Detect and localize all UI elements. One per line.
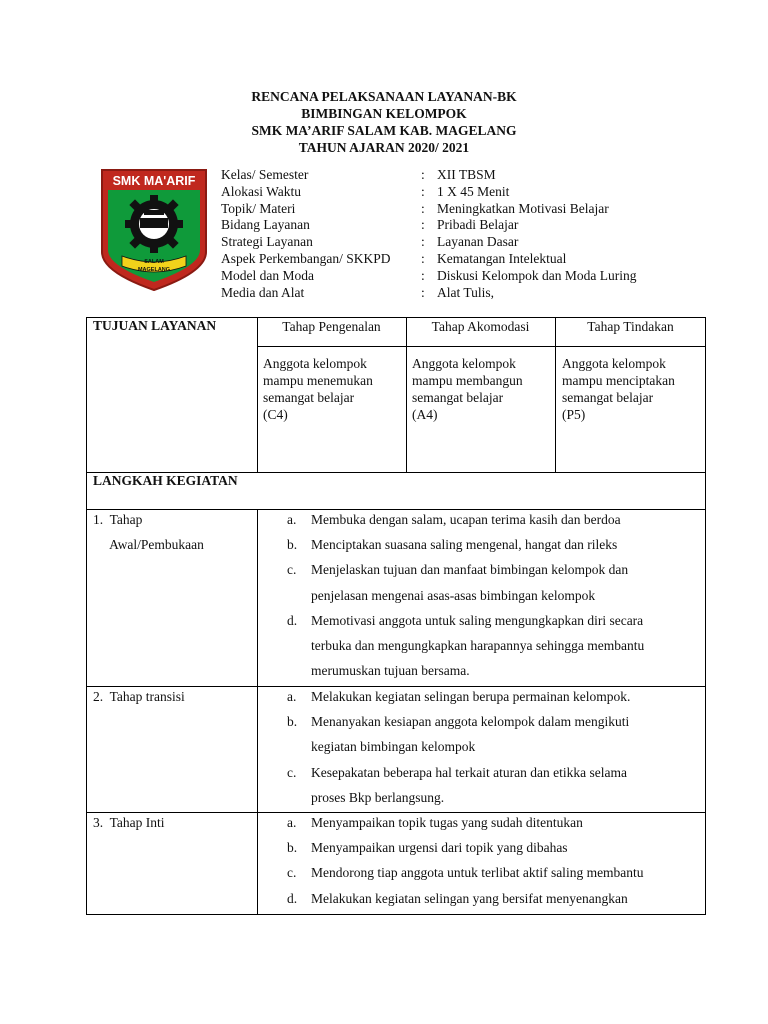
meta-label: Alokasi Waktu [221,183,302,199]
table-divider [257,346,706,347]
tujuan-line: semangat belajar [263,390,355,405]
meta-label: Topik/ Materi [221,200,296,216]
tujuan-title: TUJUAN LAYANAN [93,318,217,333]
logo-ribbon-bottom: MAGELANG [137,267,171,273]
tujuan-cell [562,355,698,423]
langkah-title: LANGKAH KEGIATAN [93,473,238,488]
tujuan-cell [412,355,549,423]
meta-row [221,184,636,201]
meta-colon: : [421,284,425,300]
meta-value: Meningkatkan Motivasi Belajar [437,200,609,216]
meta-value: Pribadi Belajar [437,217,519,233]
meta-value: XII TBSM [437,167,496,182]
step-line: Menciptakan suasana saling mengenal, hangat dan rileks [311,537,618,553]
stage-label-line: 3. Tahap Inti [93,815,165,830]
tujuan-line: semangat belajar [412,390,504,405]
step-line: Mendorong tiap anggota untuk terlibat aktif saling membantu [311,865,644,881]
step-text [311,886,697,911]
meta-value: Layanan Dasar [437,234,519,250]
logo-top-text: SMK MA'ARIF [112,174,196,188]
table-divider [257,509,258,915]
step-line: merumuskan tujuan bersama. [311,663,470,679]
stage-label-line: Awal/Pembukaan [93,537,204,553]
step-line: Kesepakatan beberapa hal terkait aturan dan etikka selama [311,764,627,780]
tujuan-col-header: Tahap Akomodasi [431,319,530,334]
step-letter: d. [287,890,298,906]
stage-steps [287,507,697,683]
tujuan-line: (A4) [412,407,438,422]
step-line: proses Bkp berlangsung. [311,789,445,805]
step-letter: a. [287,689,297,704]
meta-value: Kematangan Intelektual [437,250,567,266]
stage-steps [287,810,697,911]
step-text [311,709,697,759]
meta-colon: : [421,167,425,182]
step-letter: a. [287,512,297,527]
tujuan-col-header: Tahap Tindakan [587,319,674,334]
meta-value: 1 X 45 Menit [437,183,510,199]
table-divider [555,317,556,472]
step-line: penjelasan mengenai asas-asas bimbingan kelompok [311,587,596,603]
step-text [311,557,697,607]
step-item [287,557,697,607]
stage-label-line: 2. Tahap transisi [93,689,185,704]
stage-label [93,810,165,835]
meta-colon: : [421,183,425,199]
step-item [287,760,697,810]
tujuan-line: semangat belajar [562,390,654,405]
step-text [311,532,697,557]
step-text [311,810,697,835]
step-text [311,860,697,885]
meta-row [221,217,636,234]
step-letter: c. [287,764,297,780]
stage-label-line: 1. Tahap [93,512,143,527]
school-logo [100,168,208,292]
step-line: Menjelaskan tujuan dan manfaat bimbingan kelompok dan [311,562,629,578]
step-text [311,608,697,684]
logo-ribbon-top: SALAM [144,259,164,265]
step-letter: a. [287,815,297,830]
step-line: Melakukan kegiatan selingan berupa permainan kelompok. [311,689,631,704]
meta-label: Media dan Alat [221,284,305,300]
step-letter: d. [287,612,298,628]
heading-line-2: BIMBINGAN KELOMPOK [301,106,467,121]
meta-row [221,251,636,268]
step-item [287,810,697,835]
meta-colon: : [421,234,425,250]
heading-line-4: TAHUN AJARAN 2020/ 2021 [298,140,470,155]
step-text [311,760,697,810]
step-line: kegiatan bimbingan kelompok [311,739,476,755]
heading-line-1: RENCANA PELAKSANAAN LAYANAN-BK [251,89,517,104]
meta-colon: : [421,200,425,216]
step-letter: c. [287,865,297,881]
tujuan-line: (P5) [562,407,586,422]
step-item [287,886,697,911]
meta-row [221,268,636,285]
document-heading [0,88,768,156]
table-divider [257,317,258,472]
meta-label: Strategi Layanan [221,234,313,250]
step-line: Memotivasi anggota untuk saling mengungkapkan diri secara [311,612,644,628]
step-line: Melakukan kegiatan selingan yang bersifat menyenangkan [311,890,628,906]
step-line: terbuka dan mengungkapkan harapannya sehingga membantu [311,637,645,653]
tujuan-line: (C4) [263,407,288,422]
meta-colon: : [421,217,425,233]
step-item [287,608,697,684]
meta-colon: : [421,250,425,266]
meta-row [221,285,636,302]
tujuan-line: mampu membangun [412,373,523,388]
step-line: Menyampaikan topik tugas yang sudah ditentukan [311,815,583,830]
tujuan-line: Anggota kelompok [412,356,516,371]
tujuan-col-header: Tahap Pengenalan [282,319,381,334]
step-text [311,507,697,532]
step-item [287,709,697,759]
meta-label: Kelas/ Semester [221,167,309,182]
stage-label [93,684,185,709]
meta-label: Model dan Moda [221,267,314,283]
step-letter: b. [287,840,298,856]
step-text [311,835,697,860]
tujuan-line: Anggota kelompok [562,356,666,371]
step-text [311,684,697,709]
meta-label: Aspek Perkembangan/ SKKPD [221,250,391,266]
step-item [287,507,697,532]
step-item [287,684,697,709]
meta-info [221,167,636,301]
step-item [287,860,697,885]
tujuan-line: Anggota kelompok [263,356,367,371]
heading-line-3: SMK MA’ARIF SALAM KAB. MAGELANG [251,123,517,138]
step-letter: b. [287,537,298,553]
tujuan-cell [263,355,401,423]
meta-colon: : [421,267,425,283]
stage-label [93,507,204,557]
tujuan-line: mampu menciptakan [562,373,675,388]
step-letter: c. [287,562,297,578]
meta-row [221,234,636,251]
meta-label: Bidang Layanan [221,217,310,233]
step-line: Membuka dengan salam, ucapan terima kasih dan berdoa [311,512,621,527]
step-item [287,532,697,557]
step-item [287,835,697,860]
meta-row [221,201,636,218]
step-letter: b. [287,714,298,730]
table-divider [406,317,407,472]
step-line: Menanyakan kesiapan anggota kelompok dalam mengikuti [311,714,630,730]
gear-icon [125,195,183,253]
meta-row [221,167,636,184]
meta-value: Diskusi Kelompok dan Moda Luring [437,267,637,283]
step-line: Menyampaikan urgensi dari topik yang dibahas [311,840,568,856]
meta-value: Alat Tulis, [437,284,495,300]
stage-steps [287,684,697,810]
tujuan-line: mampu menemukan [263,373,373,388]
